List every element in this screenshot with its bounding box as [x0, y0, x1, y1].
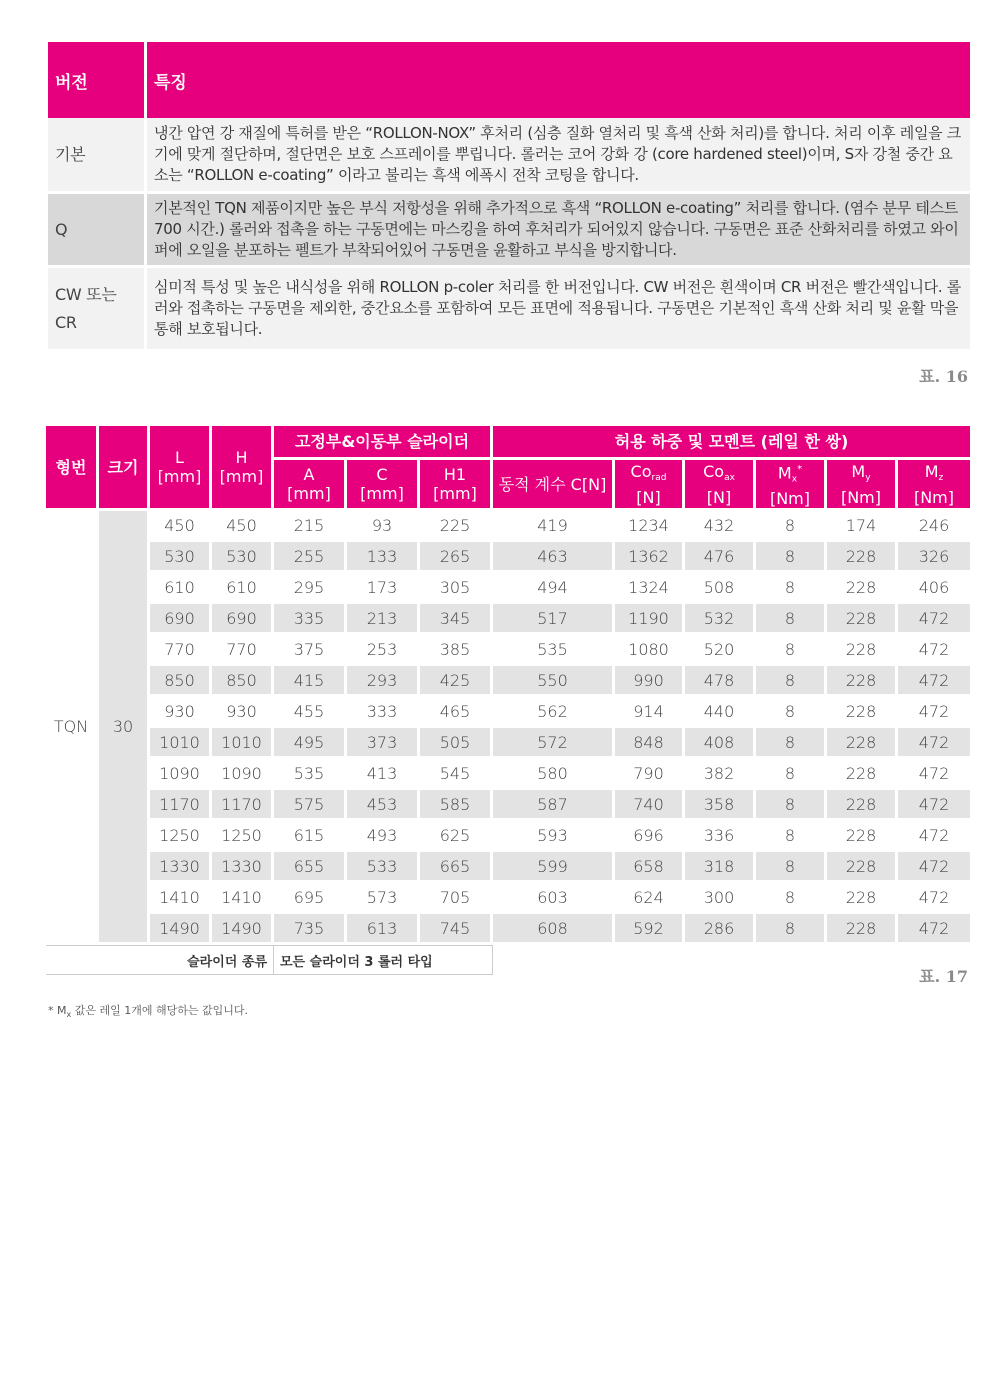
slider-type-value: 모든 슬라이더 3 롤러 타입 — [274, 945, 493, 975]
footnote: * $M_x$ 값은 레일 1개에 해당하는 값입니다. — [48, 1004, 248, 1020]
value-cell: 228 — [827, 604, 898, 635]
value-cell: 520 — [685, 635, 756, 666]
value-cell: 419 — [493, 511, 615, 542]
value-cell: 265 — [420, 542, 493, 573]
table-row — [46, 604, 970, 635]
value-cell: 8 — [756, 852, 827, 883]
value-cell: 228 — [827, 914, 898, 945]
header-l: L [mm] — [150, 426, 212, 511]
slider-type-label: 슬라이더 종류 — [46, 945, 274, 975]
value-cell: 530 — [150, 542, 212, 573]
value-cell: 495 — [274, 728, 347, 759]
header-slider-group: 고정부&이동부 슬라이더 — [274, 426, 493, 460]
header-size: 크기 — [99, 426, 150, 511]
version-table — [48, 42, 970, 352]
feature-cell: 기본적인 TQN 제품이지만 높은 부식 저항성을 위해 추가적으로 흑색 “ROLLON e-coating” 처리를 합니다. (염수 분무 테스트 700 시간.) 롤러와 접촉을 하는 구동면에는 마스킹을 하여 후처리가 되어있지 않습니다. 구동면은 표준 산화처리를 하였고 와이퍼에 오일을 분포하는 펠트가 부착되어있어 구동면을 윤활하고 부식을 방지합니다. — [147, 194, 970, 268]
header-a: A [mm] — [274, 460, 347, 511]
value-cell: 472 — [898, 635, 970, 666]
value-cell: 625 — [420, 821, 493, 852]
value-cell: 465 — [420, 697, 493, 728]
value-cell: 530 — [212, 542, 274, 573]
value-cell: 914 — [615, 697, 685, 728]
value-cell: 228 — [827, 821, 898, 852]
value-cell: 373 — [347, 728, 420, 759]
header-co-ax: $Co_{ax}$ [N] — [685, 460, 756, 511]
table-row — [46, 542, 970, 573]
value-cell: 1090 — [212, 759, 274, 790]
header-mx: $M_x^*$ [Nm] — [756, 460, 827, 511]
value-cell: 253 — [347, 635, 420, 666]
header-mz: $M_z$ [Nm] — [898, 460, 970, 511]
value-cell: 228 — [827, 697, 898, 728]
value-cell: 740 — [615, 790, 685, 821]
table-row — [46, 697, 970, 728]
version-cell: 기본 — [48, 118, 147, 194]
value-cell: 8 — [756, 790, 827, 821]
value-cell: 770 — [150, 635, 212, 666]
value-cell: 850 — [150, 666, 212, 697]
value-cell: 705 — [420, 883, 493, 914]
value-cell: 610 — [212, 573, 274, 604]
value-cell: 8 — [756, 728, 827, 759]
value-cell: 850 — [212, 666, 274, 697]
value-cell: 587 — [493, 790, 615, 821]
value-cell: 295 — [274, 573, 347, 604]
value-cell: 215 — [274, 511, 347, 542]
value-cell: 425 — [420, 666, 493, 697]
slider-type-row — [46, 945, 970, 975]
table-row — [46, 635, 970, 666]
value-cell: 930 — [150, 697, 212, 728]
header-co-rad: $Co_{rad}$ [N] — [615, 460, 685, 511]
value-cell: 228 — [827, 759, 898, 790]
version-cell: Q — [48, 194, 147, 268]
value-cell: 545 — [420, 759, 493, 790]
table-row — [46, 573, 970, 604]
value-cell: 246 — [898, 511, 970, 542]
value-cell: 472 — [898, 604, 970, 635]
value-cell: 770 — [212, 635, 274, 666]
value-cell: 696 — [615, 821, 685, 852]
value-cell: 225 — [420, 511, 493, 542]
value-cell: 228 — [827, 573, 898, 604]
value-cell: 1170 — [212, 790, 274, 821]
value-cell: 1490 — [150, 914, 212, 945]
value-cell: 493 — [347, 821, 420, 852]
value-cell: 450 — [212, 511, 274, 542]
value-cell: 8 — [756, 759, 827, 790]
value-cell: 593 — [493, 821, 615, 852]
value-cell: 790 — [615, 759, 685, 790]
header-my: $M_y$ [Nm] — [827, 460, 898, 511]
table-row — [46, 759, 970, 790]
value-cell: 1010 — [150, 728, 212, 759]
value-cell: 624 — [615, 883, 685, 914]
value-cell: 585 — [420, 790, 493, 821]
value-cell: 476 — [685, 542, 756, 573]
value-cell: 1330 — [150, 852, 212, 883]
header-version: 버전 — [48, 42, 147, 118]
value-cell: 333 — [347, 697, 420, 728]
header-type: 형번 — [46, 426, 99, 511]
value-cell: 413 — [347, 759, 420, 790]
value-cell: 228 — [827, 852, 898, 883]
value-cell: 385 — [420, 635, 493, 666]
table-row — [46, 790, 970, 821]
value-cell: 93 — [347, 511, 420, 542]
value-cell: 990 — [615, 666, 685, 697]
value-cell: 535 — [274, 759, 347, 790]
blank-cell — [493, 945, 970, 975]
value-cell: 472 — [898, 666, 970, 697]
value-cell: 8 — [756, 697, 827, 728]
value-cell: 580 — [493, 759, 615, 790]
value-cell: 432 — [685, 511, 756, 542]
value-cell: 1362 — [615, 542, 685, 573]
value-cell: 665 — [420, 852, 493, 883]
value-cell: 1324 — [615, 573, 685, 604]
value-cell: 572 — [493, 728, 615, 759]
value-cell: 1410 — [150, 883, 212, 914]
value-cell: 655 — [274, 852, 347, 883]
value-cell: 382 — [685, 759, 756, 790]
value-cell: 592 — [615, 914, 685, 945]
value-cell: 335 — [274, 604, 347, 635]
value-cell: 8 — [756, 821, 827, 852]
value-cell: 336 — [685, 821, 756, 852]
value-cell: 293 — [347, 666, 420, 697]
value-cell: 228 — [827, 728, 898, 759]
value-cell: 848 — [615, 728, 685, 759]
value-cell: 494 — [493, 573, 615, 604]
value-cell: 375 — [274, 635, 347, 666]
value-cell: 1410 — [212, 883, 274, 914]
value-cell: 608 — [493, 914, 615, 945]
value-cell: 228 — [827, 635, 898, 666]
header-dynamic-load: 동적 계수 C[N] — [493, 460, 615, 511]
value-cell: 745 — [420, 914, 493, 945]
table-row — [46, 914, 970, 945]
value-cell: 735 — [274, 914, 347, 945]
value-cell: 508 — [685, 573, 756, 604]
value-cell: 174 — [827, 511, 898, 542]
value-cell: 455 — [274, 697, 347, 728]
value-cell: 532 — [685, 604, 756, 635]
value-cell: 228 — [827, 790, 898, 821]
type-cell: TQN — [46, 511, 99, 945]
value-cell: 472 — [898, 852, 970, 883]
value-cell: 8 — [756, 635, 827, 666]
header-h: H [mm] — [212, 426, 274, 511]
value-cell: 358 — [685, 790, 756, 821]
table-row — [48, 194, 970, 268]
feature-cell: 냉간 압연 강 재질에 특허를 받은 “ROLLON-NOX” 후처리 (심층 질화 열처리 및 흑색 산화 처리)를 합니다. 처리 이후 레일을 크기에 맞게 절단하며, 절단면은 보호 스프레이를 뿌립니다. 롤러는 코어 강화 강 (core hardened steel)이며, S자 강철 중간 요소는 “ROLLON e-coating” 이라고 불리는 흑색 에폭시 전착 코팅을 합니다. — [147, 118, 970, 194]
value-cell: 406 — [898, 573, 970, 604]
value-cell: 305 — [420, 573, 493, 604]
value-cell: 8 — [756, 542, 827, 573]
value-cell: 1190 — [615, 604, 685, 635]
value-cell: 573 — [347, 883, 420, 914]
table-row — [46, 666, 970, 697]
value-cell: 658 — [615, 852, 685, 883]
value-cell: 453 — [347, 790, 420, 821]
header-load-group: 허용 하중 및 모멘트 (레일 한 쌍) — [493, 426, 970, 460]
value-cell: 1090 — [150, 759, 212, 790]
value-cell: 415 — [274, 666, 347, 697]
value-cell: 1250 — [150, 821, 212, 852]
value-cell: 550 — [493, 666, 615, 697]
header-c: C [mm] — [347, 460, 420, 511]
value-cell: 1010 — [212, 728, 274, 759]
value-cell: 535 — [493, 635, 615, 666]
version-cell: CW 또는 CR — [48, 268, 147, 352]
value-cell: 472 — [898, 697, 970, 728]
table-row — [46, 852, 970, 883]
value-cell: 472 — [898, 728, 970, 759]
value-cell: 1170 — [150, 790, 212, 821]
value-cell: 173 — [347, 573, 420, 604]
table-16-caption: 표. 16 — [919, 367, 968, 386]
value-cell: 1490 — [212, 914, 274, 945]
value-cell: 133 — [347, 542, 420, 573]
value-cell: 690 — [150, 604, 212, 635]
value-cell: 1080 — [615, 635, 685, 666]
table-row — [46, 511, 970, 542]
value-cell: 450 — [150, 511, 212, 542]
value-cell: 562 — [493, 697, 615, 728]
value-cell: 228 — [827, 542, 898, 573]
value-cell: 8 — [756, 914, 827, 945]
spec-table — [46, 426, 970, 975]
value-cell: 1250 — [212, 821, 274, 852]
value-cell: 8 — [756, 511, 827, 542]
table-17-caption: 표. 17 — [919, 967, 968, 986]
value-cell: 472 — [898, 790, 970, 821]
table-row — [48, 268, 970, 352]
value-cell: 213 — [347, 604, 420, 635]
value-cell: 8 — [756, 883, 827, 914]
value-cell: 472 — [898, 914, 970, 945]
value-cell: 408 — [685, 728, 756, 759]
value-cell: 505 — [420, 728, 493, 759]
feature-cell: 심미적 특성 및 높은 내식성을 위해 ROLLON p-coler 처리를 한 버전입니다. CW 버전은 흰색이며 CR 버전은 빨간색입니다. 롤러와 접촉하는 구동면을 제외한, 중간요소를 포함하여 모든 표면에 적용됩니다. 구동면은 기본적인 흑색 산화 처리 및 윤활 막을 통해 보호됩니다. — [147, 268, 970, 352]
value-cell: 318 — [685, 852, 756, 883]
value-cell: 440 — [685, 697, 756, 728]
value-cell: 517 — [493, 604, 615, 635]
header-feature: 특징 — [147, 42, 970, 118]
value-cell: 255 — [274, 542, 347, 573]
value-cell: 615 — [274, 821, 347, 852]
table-row — [46, 728, 970, 759]
table-row — [48, 118, 970, 194]
value-cell: 8 — [756, 604, 827, 635]
value-cell: 228 — [827, 666, 898, 697]
value-cell: 478 — [685, 666, 756, 697]
header-h1: H1 [mm] — [420, 460, 493, 511]
value-cell: 472 — [898, 821, 970, 852]
table-row — [46, 821, 970, 852]
value-cell: 228 — [827, 883, 898, 914]
value-cell: 345 — [420, 604, 493, 635]
value-cell: 463 — [493, 542, 615, 573]
value-cell: 472 — [898, 883, 970, 914]
table-row — [46, 883, 970, 914]
value-cell: 610 — [150, 573, 212, 604]
size-cell: 30 — [99, 511, 150, 945]
value-cell: 695 — [274, 883, 347, 914]
value-cell: 1234 — [615, 511, 685, 542]
value-cell: 533 — [347, 852, 420, 883]
value-cell: 326 — [898, 542, 970, 573]
value-cell: 603 — [493, 883, 615, 914]
value-cell: 690 — [212, 604, 274, 635]
value-cell: 8 — [756, 666, 827, 697]
value-cell: 8 — [756, 573, 827, 604]
value-cell: 599 — [493, 852, 615, 883]
value-cell: 575 — [274, 790, 347, 821]
value-cell: 472 — [898, 759, 970, 790]
value-cell: 930 — [212, 697, 274, 728]
value-cell: 286 — [685, 914, 756, 945]
value-cell: 613 — [347, 914, 420, 945]
value-cell: 300 — [685, 883, 756, 914]
value-cell: 1330 — [212, 852, 274, 883]
